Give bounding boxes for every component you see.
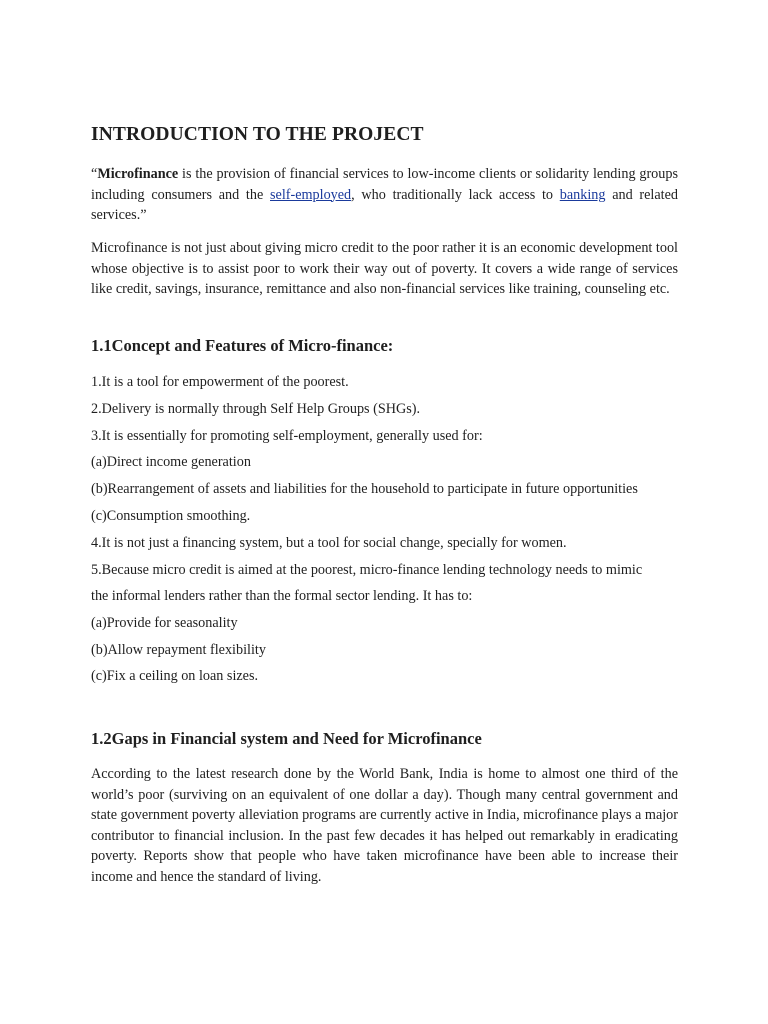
microfinance-term: Microfinance bbox=[97, 166, 179, 182]
list-item: (c)Fix a ceiling on loan sizes. bbox=[91, 668, 259, 684]
list-item: 5.Because micro credit is aimed at the poorest, micro-finance lending technology needs to mimic bbox=[91, 562, 643, 578]
list-item: (a)Direct income generation bbox=[91, 454, 251, 470]
banking-link[interactable]: banking bbox=[559, 186, 606, 203]
section-heading-gaps: 1.2Gaps in Financial system and Need for Microfinance bbox=[91, 729, 482, 748]
list-item: 1.It is a tool for empowerment of the poorest. bbox=[91, 374, 349, 390]
intro-text-1: is the provision of financial services to low-income clients or solidarity lending groups including consumers and the bbox=[91, 166, 678, 203]
list-item: 4.It is not just a financing system, but a tool for social change, specially for women. bbox=[91, 535, 567, 551]
self-employed-link[interactable]: self-employed bbox=[270, 186, 352, 203]
intro-text-3: and related services.” bbox=[91, 186, 678, 224]
list-item: (a)Provide for seasonality bbox=[91, 615, 238, 631]
section-heading-concept: 1.1Concept and Features of Micro-finance: bbox=[91, 336, 394, 355]
list-item: (c)Consumption smoothing. bbox=[91, 508, 251, 524]
list-item: 3.It is essentially for promoting self-employment, generally used for: bbox=[91, 428, 483, 444]
economic-tool-paragraph: Microfinance is not just about giving micro credit to the poor rather it is an economic development tool whose objective is to assist poor to work their way out of poverty. It covers a wide range of services like credit, savings, insurance, remittance and also non-financial services like training, counseling etc. bbox=[91, 240, 678, 298]
page-title: INTRODUCTION TO THE PROJECT bbox=[91, 124, 424, 145]
open-quote: “ bbox=[91, 166, 98, 182]
list-item: 2.Delivery is normally through Self Help Groups (SHGs). bbox=[91, 401, 421, 417]
intro-paragraph bbox=[91, 164, 678, 226]
world-bank-paragraph: According to the latest research done by the World Bank, India is home to almost one third of the world’s poor (surviving on an equivalent of one dollar a day). Though many central government and state government poverty alleviation programs are currently active in India, microfinance plays a major contributor to financial inclusion. In the past few decades it has helped out remarkably in eradicating poverty. Reports show that people who have taken microfinance have been able to increase their income and hence the standard of living. bbox=[91, 766, 678, 885]
list-item: the informal lenders rather than the formal sector lending. It has to: bbox=[91, 588, 473, 604]
list-item: (b)Allow repayment flexibility bbox=[91, 642, 266, 658]
intro-text-2: , who traditionally lack access to bbox=[351, 186, 560, 203]
list-item: (b)Rearrangement of assets and liabilities for the household to participate in future opportunities bbox=[91, 481, 638, 497]
